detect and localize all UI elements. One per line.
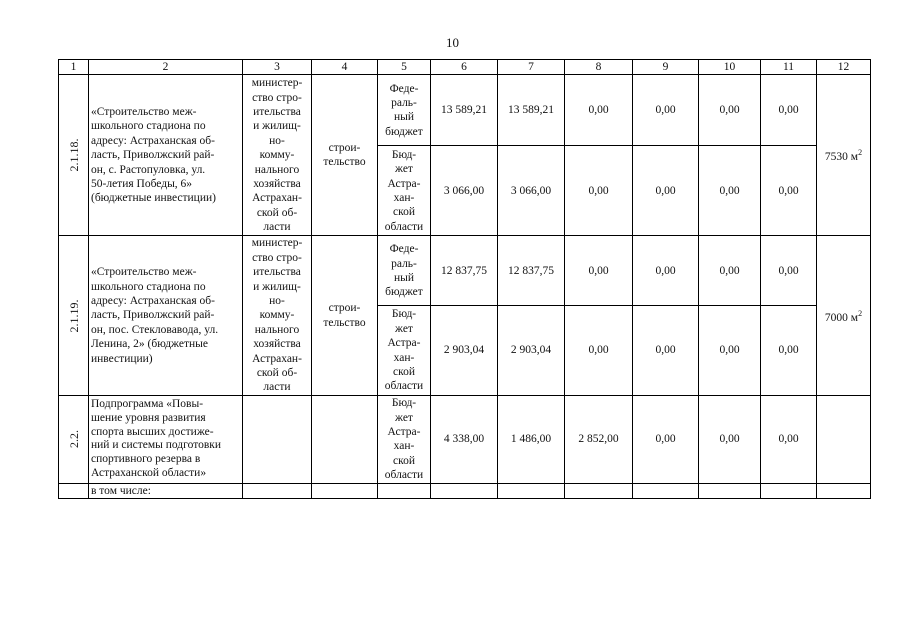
category-cell: строи- тельство [312,75,378,236]
empty-cell [699,483,761,498]
ministry-cell [243,395,312,483]
budget-source-cell: Бюд- жет Астра- хан- ской области [378,395,431,483]
page-number: 10 [446,35,459,50]
item-name-cell: Подпрограмма «Повы- шение уровня развития спорта высших достиже- ний и системы подготовки спортивного резерва в Астраханской области» [89,395,243,483]
ministry-cell: министер- ство стро- ительства и жилищ- но- комму- нального хозяйства Астрахан- ской об- ласти [243,75,312,236]
ministry-cell: министер- ство стро- ительства и жилищ- но- комму- нального хозяйства Астрахан- ской об- ласти [243,236,312,395]
value-cell: 0,00 [565,75,633,146]
value-cell: 2 852,00 [565,395,633,483]
row-number: 2.2. [66,430,81,449]
row-number-cell [59,395,89,483]
row-number-cell [59,483,89,498]
capacity-superscript: 2 [858,308,863,318]
footer-note: в том числе: [89,483,243,498]
value-cell: 0,00 [699,146,761,236]
value-cell: 13 589,21 [498,75,565,146]
value-cell: 13 589,21 [431,75,498,146]
budget-source-cell: Феде- раль- ный бюджет [378,75,431,146]
empty-cell [633,483,699,498]
header-cell: 8 [565,60,633,75]
table-row [59,236,871,306]
header-cell: 9 [633,60,699,75]
value-cell: 0,00 [761,236,817,306]
capacity-cell [817,395,871,483]
value-cell: 0,00 [761,306,817,395]
empty-cell [431,483,498,498]
budget-source-cell: Феде- раль- ный бюджет [378,236,431,306]
header-cell: 12 [817,60,871,75]
empty-cell [312,483,378,498]
capacity-superscript: 2 [858,148,863,158]
budget-table [58,59,871,499]
empty-cell [565,483,633,498]
value-cell: 0,00 [633,146,699,236]
value-cell: 0,00 [565,146,633,236]
empty-cell [378,483,431,498]
value-cell: 0,00 [633,75,699,146]
header-cell: 3 [243,60,312,75]
value-cell: 2 903,04 [498,306,565,395]
budget-source-cell: Бюд- жет Астра- хан- ской области [378,306,431,395]
category-cell: строи- тельство [312,236,378,395]
value-cell: 0,00 [761,395,817,483]
row-number: 2.1.19. [66,299,81,333]
value-cell: 0,00 [761,75,817,146]
value-cell: 0,00 [699,306,761,395]
value-cell: 0,00 [633,236,699,306]
header-row [59,60,871,75]
empty-cell [817,483,871,498]
header-cell: 7 [498,60,565,75]
value-cell: 0,00 [699,236,761,306]
header-cell: 5 [378,60,431,75]
category-cell [312,395,378,483]
value-cell: 0,00 [565,236,633,306]
capacity-value: 7000 м [824,311,859,324]
header-cell: 4 [312,60,378,75]
capacity-cell [817,75,871,236]
row-number-cell [59,75,89,236]
value-cell: 0,00 [565,306,633,395]
capacity-cell [817,236,871,395]
item-name-cell: «Строительство меж- школьного стадиона по адресу: Астраханская об- ласть, Приволжский рай- он, пос. Стекловавода, ул. Ленина, 2» (бюджетные инвестиции) [89,236,243,395]
header-cell: 11 [761,60,817,75]
capacity-value: 7530 м [824,151,859,164]
value-cell: 0,00 [699,395,761,483]
value-cell: 12 837,75 [498,236,565,306]
row-number: 2.1.18. [66,138,81,172]
header-cell: 6 [431,60,498,75]
header-cell: 2 [89,60,243,75]
table-row [59,483,871,498]
value-cell: 3 066,00 [431,146,498,236]
value-cell: 0,00 [633,306,699,395]
value-cell: 4 338,00 [431,395,498,483]
value-cell: 12 837,75 [431,236,498,306]
value-cell: 2 903,04 [431,306,498,395]
value-cell: 0,00 [761,146,817,236]
table-row [59,75,871,146]
value-cell: 0,00 [633,395,699,483]
empty-cell [498,483,565,498]
row-number-cell [59,236,89,395]
empty-cell [761,483,817,498]
empty-cell [243,483,312,498]
item-name-cell: «Строительство меж- школьного стадиона по адресу: Астраханская об- ласть, Приволжский рай- он, с. Растопуловка, ул. 50-летия Победы, 6» (бюджетные инвестиции) [89,75,243,236]
budget-source-cell: Бюд- жет Астра- хан- ской области [378,146,431,236]
header-cell: 1 [59,60,89,75]
value-cell: 3 066,00 [498,146,565,236]
value-cell: 0,00 [699,75,761,146]
header-cell: 10 [699,60,761,75]
value-cell: 1 486,00 [498,395,565,483]
table-row [59,395,871,483]
